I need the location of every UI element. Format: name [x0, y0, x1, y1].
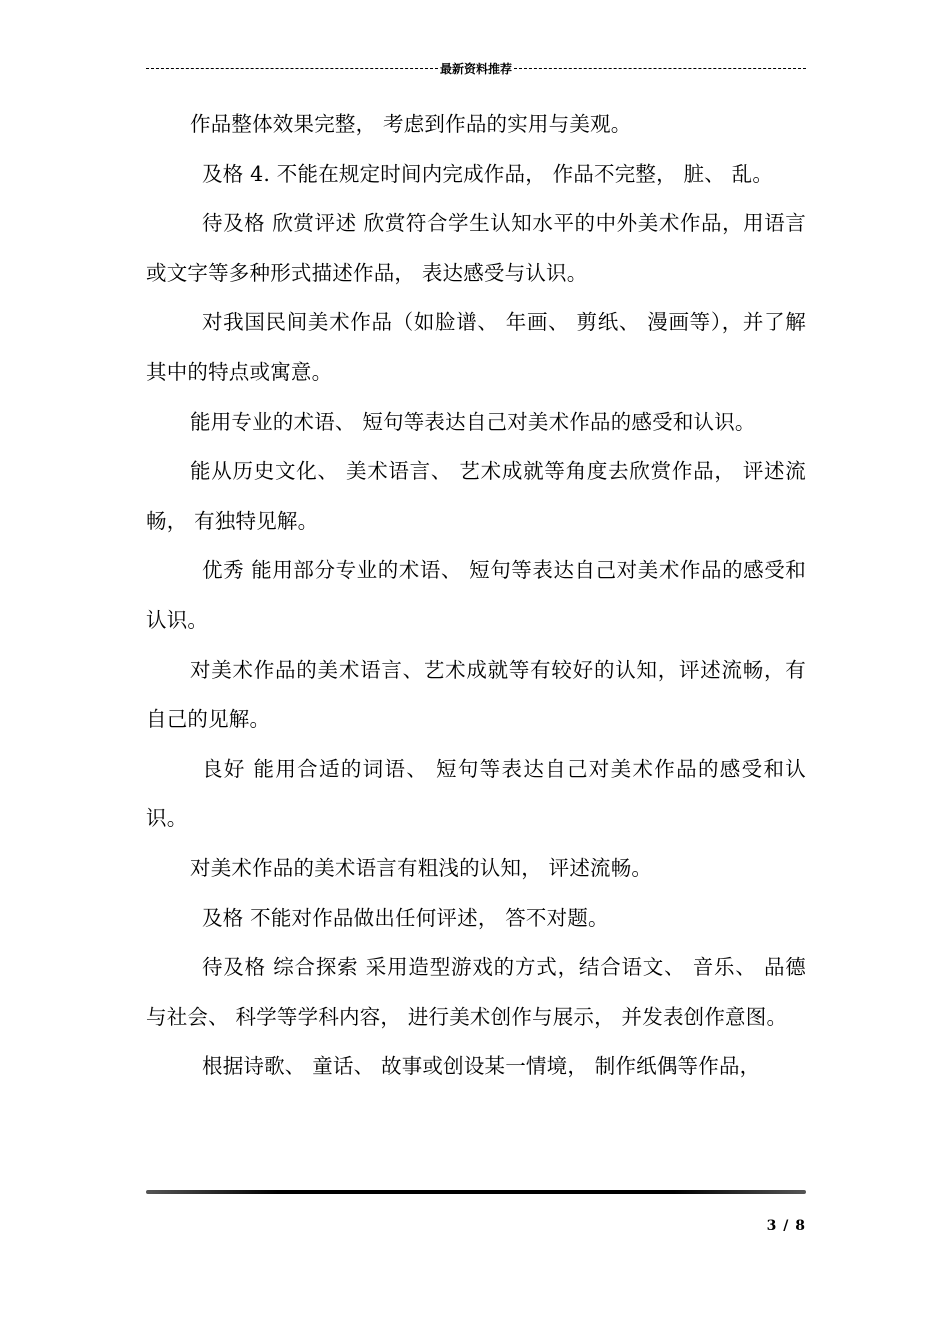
paragraph: 能从历史文化、 美术语言、 艺术成就等角度去欣赏作品， 评述流畅， 有独特见解。	[146, 459, 806, 533]
paragraph: 对美术作品的美术语言、艺术成就等有较好的认知，评述流畅，有自己的见解。	[146, 657, 806, 732]
paragraph: 待及格 欣赏评述 欣赏符合学生认知水平的中外美术作品，用语言或文字等多种形式描述作品， 表达感受与认识。	[146, 211, 806, 285]
paragraph: 良好 能用合适的词语、 短句等表达自己对美术作品的感受和认识。	[146, 756, 806, 831]
paragraph: 对美术作品的美术语言有粗浅的认知， 评述流畅。	[190, 855, 653, 880]
page-header	[146, 58, 806, 78]
footer-rule	[146, 1190, 806, 1194]
paragraph: 作品整体效果完整， 考虑到作品的实用与美观。	[190, 112, 632, 136]
page-number: 3 / 8	[766, 1218, 806, 1234]
paragraph: 能用专业的术语、 短句等表达自己对美术作品的感受和认识。	[190, 409, 756, 434]
header-dashes-left	[146, 68, 438, 69]
paragraph: 优秀 能用部分专业的术语、 短句等表达自己对美术作品的感受和认识。	[146, 558, 806, 632]
header-title: 最新资料推荐	[440, 61, 513, 76]
header-dashes-right	[514, 68, 806, 69]
paragraph: 对我国民间美术作品（如脸谱、 年画、 剪纸、 漫画等），并了解其中的特点或寓意。	[146, 310, 806, 384]
paragraph: 及格 不能对作品做出任何评述， 答不对题。	[202, 905, 609, 930]
paragraph: 待及格 综合探索 采用造型游戏的方式，结合语文、 音乐、 品德与社会、 科学等学科内容， 进行美术创作与展示， 并发表创作意图。	[146, 955, 806, 1029]
paragraph: 根据诗歌、 童话、 故事或创设某一情境， 制作纸偶等作品，	[202, 1054, 761, 1079]
paragraph: 及格 4. 不能在规定时间内完成作品， 作品不完整， 脏、 乱。	[202, 161, 774, 186]
document-body	[146, 100, 806, 1092]
